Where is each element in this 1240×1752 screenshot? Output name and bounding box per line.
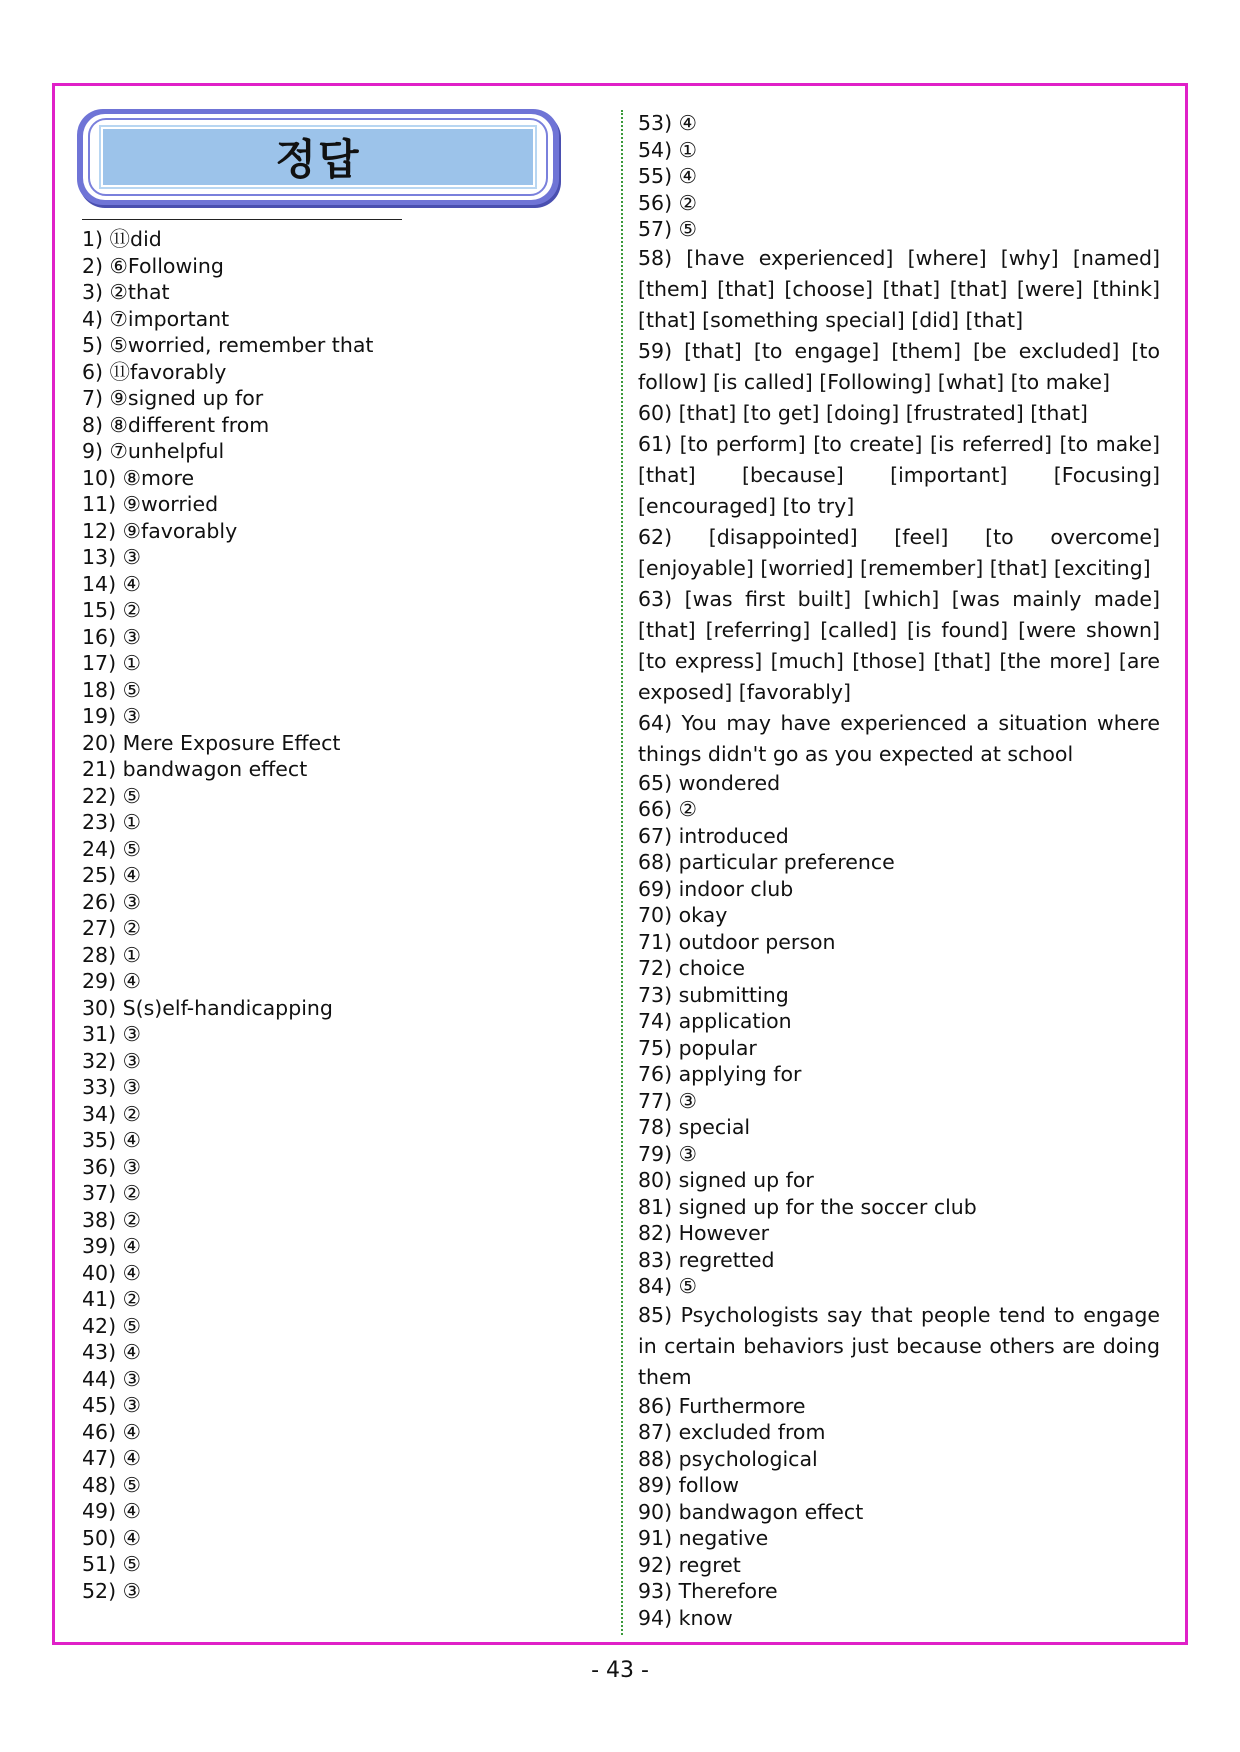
- answer-item: 31) ③: [82, 1022, 141, 1046]
- answer-item: 86) Furthermore: [638, 1393, 806, 1418]
- answer-item: 18) ⑤: [82, 677, 141, 702]
- answer-item: 66) ②: [638, 797, 697, 821]
- answer-item: 46) ④: [82, 1419, 141, 1444]
- answer-item: 58) [have experienced] [where] [why] [named] [them] [that] [choose] [that] [that] [were] [think] [that] [something special] [did] [that]: [638, 245, 1160, 332]
- answer-item: 40) ④: [82, 1260, 141, 1285]
- answer-item: 4) ⑦important: [82, 306, 230, 331]
- answer-item: 63) [was first built] [which] [was mainly made] [that] [referring] [called] [is found] [were shown] [to express] [much] [those] [that] [the more] [are exposed] [favorably]: [638, 586, 1160, 704]
- answer-item: 41) ②: [82, 1287, 141, 1311]
- answer-item: 2) ⑥Following: [82, 253, 224, 278]
- answer-item: 51) ⑤: [82, 1552, 141, 1576]
- title-underline: [82, 219, 402, 220]
- answer-item: 32) ③: [82, 1048, 141, 1073]
- answer-item: 45) ③: [82, 1393, 141, 1417]
- answer-item: 88) psychological: [638, 1446, 818, 1471]
- answer-item: 36) ③: [82, 1154, 141, 1179]
- answer-item: 33) ③: [82, 1075, 141, 1099]
- answer-column-right: [638, 110, 1160, 1631]
- answer-item: 10) ⑧more: [82, 465, 195, 490]
- answer-item: 73) submitting: [638, 982, 789, 1007]
- answer-item: 83) regretted: [638, 1247, 775, 1272]
- answer-item: 61) [to perform] [to create] [is referred] [to make] [that] [because] [important] [Focusing] [encouraged] [to try]: [638, 431, 1160, 518]
- answer-item: 94) know: [638, 1605, 733, 1630]
- answer-item: 26) ③: [82, 889, 141, 914]
- answer-item: 29) ④: [82, 969, 141, 993]
- answer-item: 67) introduced: [638, 823, 789, 848]
- answer-item: 85) Psychologists say that people tend to engage in certain behaviors just because others are doing them: [638, 1302, 1160, 1389]
- answer-item: 16) ③: [82, 624, 141, 649]
- answer-item: 39) ④: [82, 1234, 141, 1258]
- answer-item: 42) ⑤: [82, 1313, 141, 1338]
- answer-item: 92) regret: [638, 1552, 741, 1577]
- answer-item: 91) negative: [638, 1526, 769, 1550]
- answer-item: 75) popular: [638, 1035, 757, 1060]
- answer-item: 53) ④: [638, 111, 697, 135]
- answer-item: 19) ③: [82, 704, 141, 728]
- answer-item: 74) application: [638, 1009, 792, 1033]
- answer-item: 24) ⑤: [82, 836, 141, 861]
- answer-item: 17) ①: [82, 651, 141, 675]
- answer-item: 28) ①: [82, 942, 141, 967]
- answer-column-left: [82, 226, 522, 1604]
- answer-item: 21) bandwagon effect: [82, 757, 308, 781]
- answer-item: 7) ⑨signed up for: [82, 386, 264, 410]
- answer-item: 71) outdoor person: [638, 929, 836, 954]
- answer-item: 50) ④: [82, 1525, 141, 1550]
- answer-item: 64) You may have experienced a situation where things didn't go as you expected at school: [638, 710, 1160, 766]
- answer-item: 49) ④: [82, 1499, 141, 1523]
- answer-item: 48) ⑤: [82, 1472, 141, 1497]
- answer-item: 43) ④: [82, 1340, 141, 1364]
- answer-item: 56) ②: [638, 190, 697, 215]
- answer-item: 81) signed up for the soccer club: [638, 1194, 977, 1219]
- answer-item: 34) ②: [82, 1101, 141, 1126]
- answer-item: 37) ②: [82, 1181, 141, 1205]
- answer-item: 79) ③: [638, 1141, 697, 1166]
- answer-item: 14) ④: [82, 571, 141, 596]
- answer-item: 57) ⑤: [638, 217, 697, 241]
- page-title: 정답: [275, 135, 361, 184]
- answer-item: 90) bandwagon effect: [638, 1499, 864, 1524]
- answer-item: 44) ③: [82, 1366, 141, 1391]
- answer-item: 12) ⑨favorably: [82, 518, 238, 543]
- answer-item: 84) ⑤: [638, 1274, 697, 1298]
- title-banner: [77, 109, 559, 205]
- answer-item: 6) ⑪favorably: [82, 359, 227, 384]
- answer-item: 23) ①: [82, 810, 141, 834]
- answer-item: 69) indoor club: [638, 876, 794, 901]
- answer-item: 72) choice: [638, 956, 745, 980]
- answer-item: 13) ③: [82, 545, 141, 569]
- answer-item: 62) [disappointed] [feel] [to overcome] [enjoyable] [worried] [remember] [that] [exciting]: [638, 524, 1160, 580]
- answer-item: 20) Mere Exposure Effect: [82, 730, 341, 755]
- page-number: - 43 -: [591, 1658, 649, 1683]
- answer-item: 89) follow: [638, 1473, 740, 1497]
- answer-item: 80) signed up for: [638, 1168, 814, 1192]
- answer-item: 8) ⑧different from: [82, 412, 270, 437]
- answer-item: 87) excluded from: [638, 1420, 826, 1444]
- answer-item: 30) S(s)elf-handicapping: [82, 995, 333, 1020]
- answer-item: 47) ④: [82, 1446, 141, 1470]
- answer-item: 77) ③: [638, 1088, 697, 1113]
- answer-item: 65) wondered: [638, 770, 781, 795]
- answer-item: 76) applying for: [638, 1062, 802, 1086]
- answer-item: 3) ②that: [82, 280, 170, 304]
- answer-item: 82) However: [638, 1221, 770, 1245]
- answer-item: 35) ④: [82, 1128, 141, 1152]
- column-divider: [621, 110, 623, 1635]
- answer-item: 60) [that] [to get] [doing] [frustrated] [that]: [638, 400, 1088, 425]
- answer-item: 93) Therefore: [638, 1579, 778, 1603]
- answer-item: 52) ③: [82, 1578, 141, 1603]
- answer-item: 11) ⑨worried: [82, 492, 219, 516]
- answer-item: 27) ②: [82, 916, 141, 940]
- answer-item: 15) ②: [82, 598, 141, 622]
- answer-item: 68) particular preference: [638, 850, 895, 874]
- answer-item: 59) [that] [to engage] [them] [be excluded] [to follow] [is called] [Following] [what] [to make]: [638, 338, 1160, 394]
- answer-item: 38) ②: [82, 1207, 141, 1232]
- answer-item: 78) special: [638, 1115, 751, 1139]
- answer-item: 5) ⑤worried, remember that: [82, 333, 374, 357]
- answer-item: 1) ⑪did: [82, 227, 162, 251]
- answer-item: 54) ①: [638, 137, 697, 162]
- answer-item: 25) ④: [82, 863, 141, 887]
- answer-item: 55) ④: [638, 164, 697, 188]
- answer-item: 22) ⑤: [82, 783, 141, 808]
- answer-item: 9) ⑦unhelpful: [82, 439, 225, 463]
- answer-item: 70) okay: [638, 903, 728, 927]
